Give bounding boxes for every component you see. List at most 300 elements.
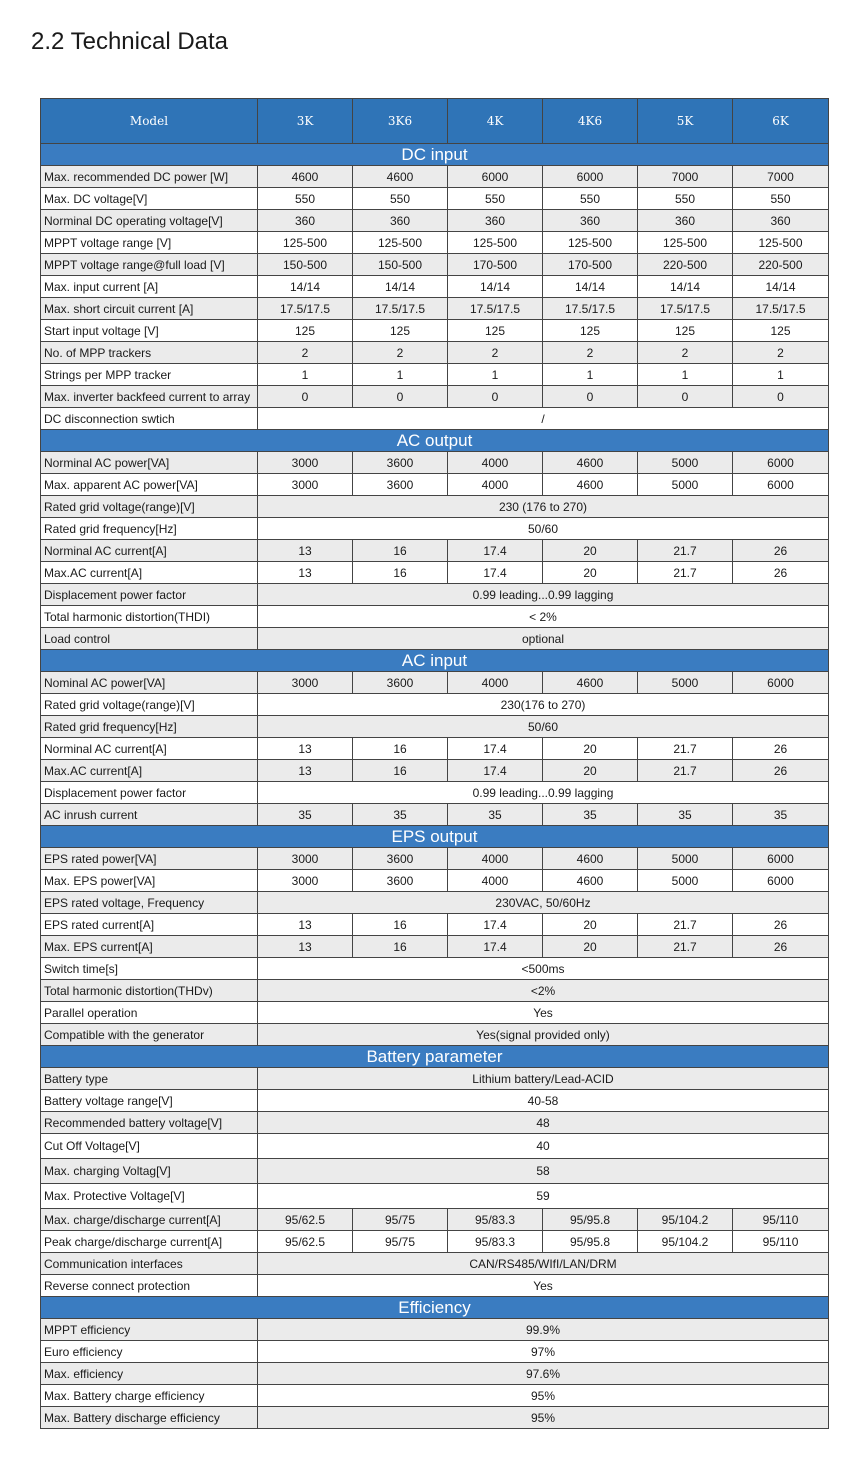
- table-cell-span: Yes: [258, 1275, 829, 1297]
- table-cell: 550: [448, 188, 543, 210]
- table-cell: 21.7: [638, 760, 733, 782]
- table-cell: 0: [448, 386, 543, 408]
- table-cell: 95/95.8: [543, 1231, 638, 1253]
- row-label: Cut Off Voltage[V]: [41, 1134, 258, 1159]
- row-label: Total harmonic distortion(THDv): [41, 980, 258, 1002]
- table-cell: 360: [353, 210, 448, 232]
- row-label: Max. Battery charge efficiency: [41, 1385, 258, 1407]
- table-cell: 0: [353, 386, 448, 408]
- table-row: [41, 870, 829, 892]
- section-title: AC output: [41, 430, 829, 452]
- table-cell: 360: [733, 210, 829, 232]
- row-label: Max. efficiency: [41, 1363, 258, 1385]
- table-cell: 14/14: [353, 276, 448, 298]
- row-label: Battery voltage range[V]: [41, 1090, 258, 1112]
- table-cell: 26: [733, 914, 829, 936]
- table-cell: 125-500: [448, 232, 543, 254]
- table-cell: 14/14: [638, 276, 733, 298]
- table-cell-span: 230 (176 to 270): [258, 496, 829, 518]
- table-cell: 95/104.2: [638, 1231, 733, 1253]
- table-cell: 95/62.5: [258, 1231, 353, 1253]
- row-label: Start input voltage [V]: [41, 320, 258, 342]
- table-cell: 14/14: [543, 276, 638, 298]
- table-cell: 550: [733, 188, 829, 210]
- table-row: [41, 320, 829, 342]
- row-label: Rated grid frequency[Hz]: [41, 518, 258, 540]
- row-label: Max.AC current[A]: [41, 760, 258, 782]
- table-cell: 16: [353, 936, 448, 958]
- table-cell: 17.5/17.5: [448, 298, 543, 320]
- table-cell: 26: [733, 760, 829, 782]
- table-cell: 20: [543, 914, 638, 936]
- table-cell-span: 0.99 leading...0.99 lagging: [258, 584, 829, 606]
- table-cell: 35: [638, 804, 733, 826]
- table-cell: 95/83.3: [448, 1209, 543, 1231]
- table-row: [41, 1385, 829, 1407]
- row-label: Rated grid voltage(range)[V]: [41, 694, 258, 716]
- table-row: [41, 1159, 829, 1184]
- table-row: [41, 1090, 829, 1112]
- table-cell-span: 50/60: [258, 716, 829, 738]
- row-label: Norminal AC current[A]: [41, 540, 258, 562]
- table-row: [41, 1068, 829, 1090]
- row-label: Parallel operation: [41, 1002, 258, 1024]
- table-cell: 13: [258, 760, 353, 782]
- model-header: Model: [41, 99, 258, 144]
- table-row: [41, 606, 829, 628]
- table-row: [41, 540, 829, 562]
- table-cell: 13: [258, 562, 353, 584]
- section-title: EPS output: [41, 826, 829, 848]
- table-cell: 16: [353, 562, 448, 584]
- table-cell: 125-500: [733, 232, 829, 254]
- table-row: [41, 474, 829, 496]
- row-label: Max. recommended DC power [W]: [41, 166, 258, 188]
- table-cell: 125-500: [638, 232, 733, 254]
- table-cell: 125: [448, 320, 543, 342]
- table-cell: 0: [543, 386, 638, 408]
- table-cell: 0: [638, 386, 733, 408]
- table-cell: 170-500: [543, 254, 638, 276]
- table-cell: 17.4: [448, 936, 543, 958]
- row-label: Battery type: [41, 1068, 258, 1090]
- section-header-row: [41, 650, 829, 672]
- table-cell: 2: [733, 342, 829, 364]
- row-label: Rated grid frequency[Hz]: [41, 716, 258, 738]
- table-row: [41, 936, 829, 958]
- table-cell-span: 58: [258, 1159, 829, 1184]
- table-row: [41, 1184, 829, 1209]
- table-cell: 550: [353, 188, 448, 210]
- section-title: AC input: [41, 650, 829, 672]
- table-row: [41, 980, 829, 1002]
- row-label: Max. DC voltage[V]: [41, 188, 258, 210]
- table-cell: 17.5/17.5: [353, 298, 448, 320]
- table-cell: 4600: [543, 870, 638, 892]
- model-column-header: 4K6: [543, 99, 638, 144]
- model-column-header: 3K: [258, 99, 353, 144]
- table-row: [41, 1407, 829, 1429]
- table-cell: 7000: [638, 166, 733, 188]
- table-cell: 20: [543, 738, 638, 760]
- table-row: [41, 738, 829, 760]
- table-row: [41, 298, 829, 320]
- row-label: Strings per MPP tracker: [41, 364, 258, 386]
- table-row: [41, 518, 829, 540]
- row-label: DC disconnection swtich: [41, 408, 258, 430]
- row-label: Max. short circuit current [A]: [41, 298, 258, 320]
- table-cell: 20: [543, 936, 638, 958]
- table-row: [41, 958, 829, 980]
- row-label: Max. apparent AC power[VA]: [41, 474, 258, 496]
- table-cell: 360: [448, 210, 543, 232]
- row-label: Norminal DC operating voltage[V]: [41, 210, 258, 232]
- table-cell: 1: [733, 364, 829, 386]
- table-cell: 125-500: [353, 232, 448, 254]
- model-column-header: 5K: [638, 99, 733, 144]
- technical-data-table: [40, 98, 829, 1429]
- table-cell: 4000: [448, 474, 543, 496]
- table-cell: 0: [258, 386, 353, 408]
- table-cell: 3000: [258, 672, 353, 694]
- table-cell: 3600: [353, 474, 448, 496]
- row-label: MPPT voltage range@full load [V]: [41, 254, 258, 276]
- table-cell: 13: [258, 914, 353, 936]
- table-cell-span: Lithium battery/Lead-ACID: [258, 1068, 829, 1090]
- table-cell: 13: [258, 540, 353, 562]
- table-row: [41, 1319, 829, 1341]
- row-label: Max. charge/discharge current[A]: [41, 1209, 258, 1231]
- row-label: Euro efficiency: [41, 1341, 258, 1363]
- table-cell: 3600: [353, 672, 448, 694]
- table-row: [41, 1002, 829, 1024]
- table-row: [41, 188, 829, 210]
- table-cell: 125-500: [258, 232, 353, 254]
- section-title: DC input: [41, 144, 829, 166]
- table-cell-span: /: [258, 408, 829, 430]
- table-cell: 5000: [638, 452, 733, 474]
- table-row: [41, 452, 829, 474]
- table-cell: 1: [448, 364, 543, 386]
- table-cell: 6000: [733, 870, 829, 892]
- table-cell: 4600: [543, 452, 638, 474]
- model-column-header: 3K6: [353, 99, 448, 144]
- table-cell-span: 40: [258, 1134, 829, 1159]
- table-cell: 125: [353, 320, 448, 342]
- table-row: [41, 386, 829, 408]
- table-cell-span: 230(176 to 270): [258, 694, 829, 716]
- table-cell: 3600: [353, 870, 448, 892]
- table-row: [41, 1231, 829, 1253]
- table-row: [41, 760, 829, 782]
- table-cell: 26: [733, 936, 829, 958]
- table-cell-span: CAN/RS485/WIfI/LAN/DRM: [258, 1253, 829, 1275]
- section-title: Battery parameter: [41, 1046, 829, 1068]
- table-cell: 35: [733, 804, 829, 826]
- table-cell: 95/75: [353, 1231, 448, 1253]
- table-cell: 17.4: [448, 562, 543, 584]
- table-cell: 95/75: [353, 1209, 448, 1231]
- table-row: [41, 1341, 829, 1363]
- table-cell: 21.7: [638, 738, 733, 760]
- table-cell: 1: [543, 364, 638, 386]
- table-cell: 360: [638, 210, 733, 232]
- table-cell: 6000: [733, 474, 829, 496]
- table-cell: 14/14: [733, 276, 829, 298]
- table-cell: 4600: [543, 848, 638, 870]
- table-cell: 3000: [258, 452, 353, 474]
- table-cell: 14/14: [258, 276, 353, 298]
- row-label: Max. inverter backfeed current to array: [41, 386, 258, 408]
- table-cell: 17.4: [448, 738, 543, 760]
- table-cell: 0: [733, 386, 829, 408]
- table-row: [41, 276, 829, 298]
- table-cell: 360: [543, 210, 638, 232]
- row-label: Nominal AC power[VA]: [41, 672, 258, 694]
- row-label: AC inrush current: [41, 804, 258, 826]
- table-cell: 95/62.5: [258, 1209, 353, 1231]
- table-cell: 20: [543, 760, 638, 782]
- table-cell: 550: [543, 188, 638, 210]
- row-label: EPS rated current[A]: [41, 914, 258, 936]
- table-cell: 3000: [258, 848, 353, 870]
- table-row: [41, 782, 829, 804]
- table-cell-span: < 2%: [258, 606, 829, 628]
- table-cell: 26: [733, 540, 829, 562]
- table-row: [41, 716, 829, 738]
- table-cell: 125: [638, 320, 733, 342]
- row-label: Recommended battery voltage[V]: [41, 1112, 258, 1134]
- row-label: Compatible with the generator: [41, 1024, 258, 1046]
- table-row: [41, 342, 829, 364]
- table-cell-span: 230VAC, 50/60Hz: [258, 892, 829, 914]
- table-row: [41, 496, 829, 518]
- table-cell: 35: [258, 804, 353, 826]
- row-label: Displacement power factor: [41, 782, 258, 804]
- table-row: [41, 672, 829, 694]
- table-cell: 16: [353, 540, 448, 562]
- table-cell: 26: [733, 738, 829, 760]
- table-cell: 16: [353, 914, 448, 936]
- table-cell: 21.7: [638, 540, 733, 562]
- table-cell: 6000: [733, 848, 829, 870]
- table-row: [41, 1112, 829, 1134]
- table-cell: 6000: [448, 166, 543, 188]
- row-label: EPS rated voltage, Frequency: [41, 892, 258, 914]
- section-title: Efficiency: [41, 1297, 829, 1319]
- table-row: [41, 408, 829, 430]
- row-label: Switch time[s]: [41, 958, 258, 980]
- table-cell: 125: [543, 320, 638, 342]
- table-cell: 2: [638, 342, 733, 364]
- table-cell: 2: [258, 342, 353, 364]
- table-cell: 3600: [353, 848, 448, 870]
- table-cell: 6000: [543, 166, 638, 188]
- row-label: Norminal AC power[VA]: [41, 452, 258, 474]
- table-cell-span: Yes(signal provided only): [258, 1024, 829, 1046]
- table-cell: 125-500: [543, 232, 638, 254]
- row-label: No. of MPP trackers: [41, 342, 258, 364]
- table-cell: 4600: [543, 474, 638, 496]
- table-cell-span: 0.99 leading...0.99 lagging: [258, 782, 829, 804]
- table-row: [41, 584, 829, 606]
- table-row: [41, 1134, 829, 1159]
- table-cell: 95/95.8: [543, 1209, 638, 1231]
- row-label: Total harmonic distortion(THDI): [41, 606, 258, 628]
- table-cell-span: optional: [258, 628, 829, 650]
- table-row: [41, 254, 829, 276]
- section-header-row: [41, 826, 829, 848]
- row-label: Max. EPS power[VA]: [41, 870, 258, 892]
- table-cell: 3600: [353, 452, 448, 474]
- table-cell: 95/110: [733, 1209, 829, 1231]
- table-cell: 17.5/17.5: [733, 298, 829, 320]
- table-cell: 26: [733, 562, 829, 584]
- row-label: MPPT efficiency: [41, 1319, 258, 1341]
- section-header-row: [41, 1046, 829, 1068]
- table-cell: 4600: [353, 166, 448, 188]
- table-cell: 3000: [258, 474, 353, 496]
- table-row: [41, 914, 829, 936]
- table-cell: 2: [448, 342, 543, 364]
- row-label: Reverse connect protection: [41, 1275, 258, 1297]
- row-label: Peak charge/discharge current[A]: [41, 1231, 258, 1253]
- table-cell: 16: [353, 738, 448, 760]
- table-cell: 5000: [638, 870, 733, 892]
- table-cell: 17.4: [448, 760, 543, 782]
- table-row: [41, 232, 829, 254]
- table-cell: 35: [353, 804, 448, 826]
- table-cell: 20: [543, 540, 638, 562]
- table-cell: 21.7: [638, 562, 733, 584]
- table-cell: 5000: [638, 848, 733, 870]
- table-cell: 2: [543, 342, 638, 364]
- table-row: [41, 210, 829, 232]
- row-label: Max. Protective Voltage[V]: [41, 1184, 258, 1209]
- table-row: [41, 804, 829, 826]
- table-cell: 1: [353, 364, 448, 386]
- table-cell: 4000: [448, 452, 543, 474]
- table-row: [41, 1363, 829, 1385]
- table-cell: 16: [353, 760, 448, 782]
- table-cell: 95/83.3: [448, 1231, 543, 1253]
- table-row: [41, 1253, 829, 1275]
- table-cell: 17.5/17.5: [258, 298, 353, 320]
- table-cell: 220-500: [733, 254, 829, 276]
- table-cell-span: 99.9%: [258, 1319, 829, 1341]
- table-cell: 550: [258, 188, 353, 210]
- table-cell-span: 97.6%: [258, 1363, 829, 1385]
- table-cell: 17.4: [448, 914, 543, 936]
- table-cell: 4600: [543, 672, 638, 694]
- table-cell: 4000: [448, 672, 543, 694]
- table-cell: 1: [638, 364, 733, 386]
- table-cell-span: 40-58: [258, 1090, 829, 1112]
- row-label: Max. input current [A]: [41, 276, 258, 298]
- table-cell: 95/104.2: [638, 1209, 733, 1231]
- table-cell: 21.7: [638, 936, 733, 958]
- table-cell: 5000: [638, 474, 733, 496]
- row-label: Communication interfaces: [41, 1253, 258, 1275]
- table-row: [41, 628, 829, 650]
- row-label: MPPT voltage range [V]: [41, 232, 258, 254]
- table-row: [41, 166, 829, 188]
- table-cell: 35: [448, 804, 543, 826]
- table-cell-span: <2%: [258, 980, 829, 1002]
- table-cell: 35: [543, 804, 638, 826]
- table-cell: 150-500: [353, 254, 448, 276]
- table-row: [41, 364, 829, 386]
- table-cell: 21.7: [638, 914, 733, 936]
- table-cell-span: Yes: [258, 1002, 829, 1024]
- table-cell: 2: [353, 342, 448, 364]
- table-row: [41, 694, 829, 716]
- table-cell: 4600: [258, 166, 353, 188]
- table-cell: 125: [258, 320, 353, 342]
- table-row: [41, 1024, 829, 1046]
- table-cell: 13: [258, 738, 353, 760]
- table-cell-span: 95%: [258, 1385, 829, 1407]
- table-cell: 4000: [448, 848, 543, 870]
- table-cell-span: 59: [258, 1184, 829, 1209]
- table-cell-span: 95%: [258, 1407, 829, 1429]
- table-row: [41, 1209, 829, 1231]
- table-cell: 6000: [733, 672, 829, 694]
- row-label: Displacement power factor: [41, 584, 258, 606]
- table-row: [41, 1275, 829, 1297]
- table-cell: 550: [638, 188, 733, 210]
- table-row: [41, 562, 829, 584]
- table-cell-span: 50/60: [258, 518, 829, 540]
- page-title: 2.2 Technical Data: [31, 28, 229, 55]
- table-cell: 17.4: [448, 540, 543, 562]
- table-cell: 95/110: [733, 1231, 829, 1253]
- row-label: EPS rated power[VA]: [41, 848, 258, 870]
- table-cell-span: 97%: [258, 1341, 829, 1363]
- table-cell: 150-500: [258, 254, 353, 276]
- table-cell: 5000: [638, 672, 733, 694]
- table-header-row: [41, 99, 829, 144]
- table-cell: 360: [258, 210, 353, 232]
- table-cell: 14/14: [448, 276, 543, 298]
- table-cell: 170-500: [448, 254, 543, 276]
- table-cell: 13: [258, 936, 353, 958]
- row-label: Max. charging Voltag[V]: [41, 1159, 258, 1184]
- row-label: Max. EPS current[A]: [41, 936, 258, 958]
- table-cell: 7000: [733, 166, 829, 188]
- table-cell: 6000: [733, 452, 829, 474]
- row-label: Max.AC current[A]: [41, 562, 258, 584]
- row-label: Norminal AC current[A]: [41, 738, 258, 760]
- table-cell: 4000: [448, 870, 543, 892]
- table-cell: 20: [543, 562, 638, 584]
- table-cell: 17.5/17.5: [543, 298, 638, 320]
- section-header-row: [41, 430, 829, 452]
- row-label: Max. Battery discharge efficiency: [41, 1407, 258, 1429]
- section-header-row: [41, 144, 829, 166]
- table-cell: 125: [733, 320, 829, 342]
- table-cell: 3000: [258, 870, 353, 892]
- table-row: [41, 848, 829, 870]
- table-cell: 17.5/17.5: [638, 298, 733, 320]
- section-header-row: [41, 1297, 829, 1319]
- model-column-header: 6K: [733, 99, 829, 144]
- row-label: Load control: [41, 628, 258, 650]
- row-label: Rated grid voltage(range)[V]: [41, 496, 258, 518]
- table-cell: 1: [258, 364, 353, 386]
- table-row: [41, 892, 829, 914]
- table-cell-span: <500ms: [258, 958, 829, 980]
